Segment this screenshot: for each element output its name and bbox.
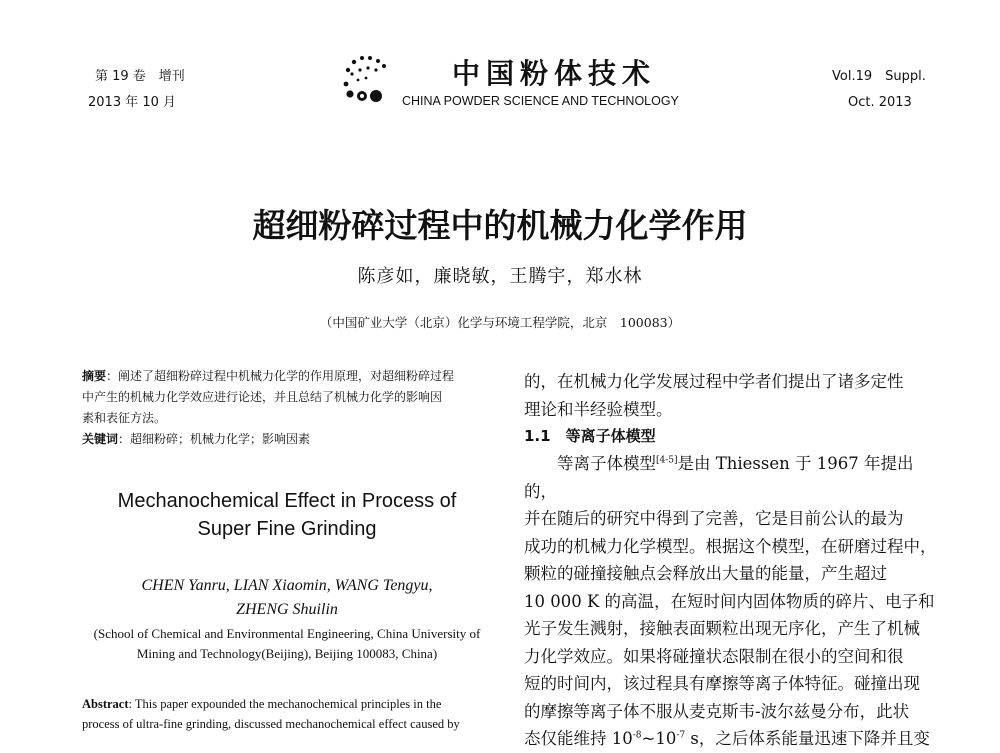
body-text-fragment: 态仅能维持 10 [524, 729, 633, 748]
body-line: 光子发生溅射，接触表面颗粒出现无序化，产生了机械 [524, 619, 920, 638]
volume-en: Vol.19 Suppl. [832, 69, 926, 84]
abstract-en-label: Abstract [82, 697, 129, 711]
body-text-fragment: ~10 [641, 729, 677, 748]
abstract-en-line: process of ultra-fine grinding, discussed mechanochemical effect caused by [82, 717, 460, 731]
abstract-en-line: : This paper expounded the mechanochemical principles in the [128, 697, 442, 711]
body-line: 并在随后的研究中得到了完善，它是目前公认的最为 [524, 509, 904, 528]
body-text-fragment: 是由 Thiessen 于 1967 年提出的， [524, 454, 914, 501]
body-text-right-column [524, 368, 944, 753]
authors-cn: 陈彦如，廉晓敏，王腾宇，郑水林 [357, 266, 643, 287]
affiliation-en-line: (School of Chemical and Environmental Engineering, China University of [93, 626, 481, 641]
title-en-line: Mechanochemical Effect in Process of [117, 490, 457, 512]
affiliation-cn: （中国矿业大学（北京）化学与环境工程学院，北京 100083） [319, 315, 681, 330]
journal-logo-icon [340, 52, 392, 104]
body-line: 颗粒的碰撞接触点会释放出大量的能量，产生超过 [524, 564, 887, 583]
affiliation-en [62, 624, 512, 664]
paper-title-en [62, 487, 512, 543]
journal-name-cn: 中国粉体技术 [452, 57, 657, 90]
body-line: 力化学效应。如果将碰撞状态限制在很小的空间和很 [524, 646, 904, 666]
body-line [524, 725, 944, 753]
authors-en-line: ZHENG Shuilin [236, 601, 338, 618]
body-line: 10 000 K 的高温，在短时间内固体物质的碎片、电子和 [524, 591, 935, 611]
body-text-fragment: 等离子体模型 [524, 454, 656, 473]
body-line: 短的时间内，该过程具有摩擦等离子体特征。碰撞出现 [524, 674, 920, 693]
abstract-cn-label: 摘要 [82, 369, 107, 383]
authors-en [62, 574, 512, 622]
date-en: Oct. 2013 [848, 95, 912, 110]
authors-en-line: CHEN Yanru, LIAN Xiaomin, WANG Tengyu, [141, 577, 433, 594]
abstract-cn [82, 366, 502, 450]
volume-issue: 第 19 卷 增刊 [95, 69, 185, 84]
abstract-en [82, 694, 502, 734]
body-line [524, 450, 944, 505]
abstract-cn-line: 中产生的机械力化学效应进行论述，并且总结了机械力化学的影响因 [82, 390, 443, 404]
abstract-cn-line: 素和表征方法。 [82, 411, 167, 425]
body-line: 的，在机械力化学发展过程中学者们提出了诸多定性 [524, 372, 904, 391]
issue-date: 2013 年 10 月 [88, 95, 177, 110]
journal-name-en: CHINA POWDER SCIENCE AND TECHNOLOGY [402, 94, 679, 108]
keywords-cn-text: ：超细粉碎；机械力化学；影响因素 [118, 432, 311, 446]
affiliation-en-line: Mining and Technology(Beijing), Beijing 100083, China) [136, 646, 438, 661]
abstract-cn-line: ：阐述了超细粉碎过程中机械力化学的作用原理，对超细粉碎过程 [106, 369, 455, 383]
keywords-cn-label: 关键词 [82, 432, 119, 446]
section-heading: 1.1 等离子体模型 [524, 427, 656, 445]
title-en-line: Super Fine Grinding [197, 518, 377, 540]
body-line: 的摩擦等离子体不服从麦克斯韦-波尔兹曼分布，此状 [524, 701, 910, 721]
body-line: 成功的机械力化学模型。根据这个模型，在研磨过程中， [524, 536, 937, 556]
exponent: -7 [676, 730, 686, 741]
citation: [4-5] [656, 455, 678, 466]
exponent: -8 [632, 730, 642, 741]
paper-title-cn: 超细粉碎过程中的机械力化学作用 [252, 206, 748, 245]
body-line: 理论和半经验模型。 [524, 399, 673, 419]
body-text-fragment: s，之后体系能量迅速下降并且变 [685, 729, 930, 748]
